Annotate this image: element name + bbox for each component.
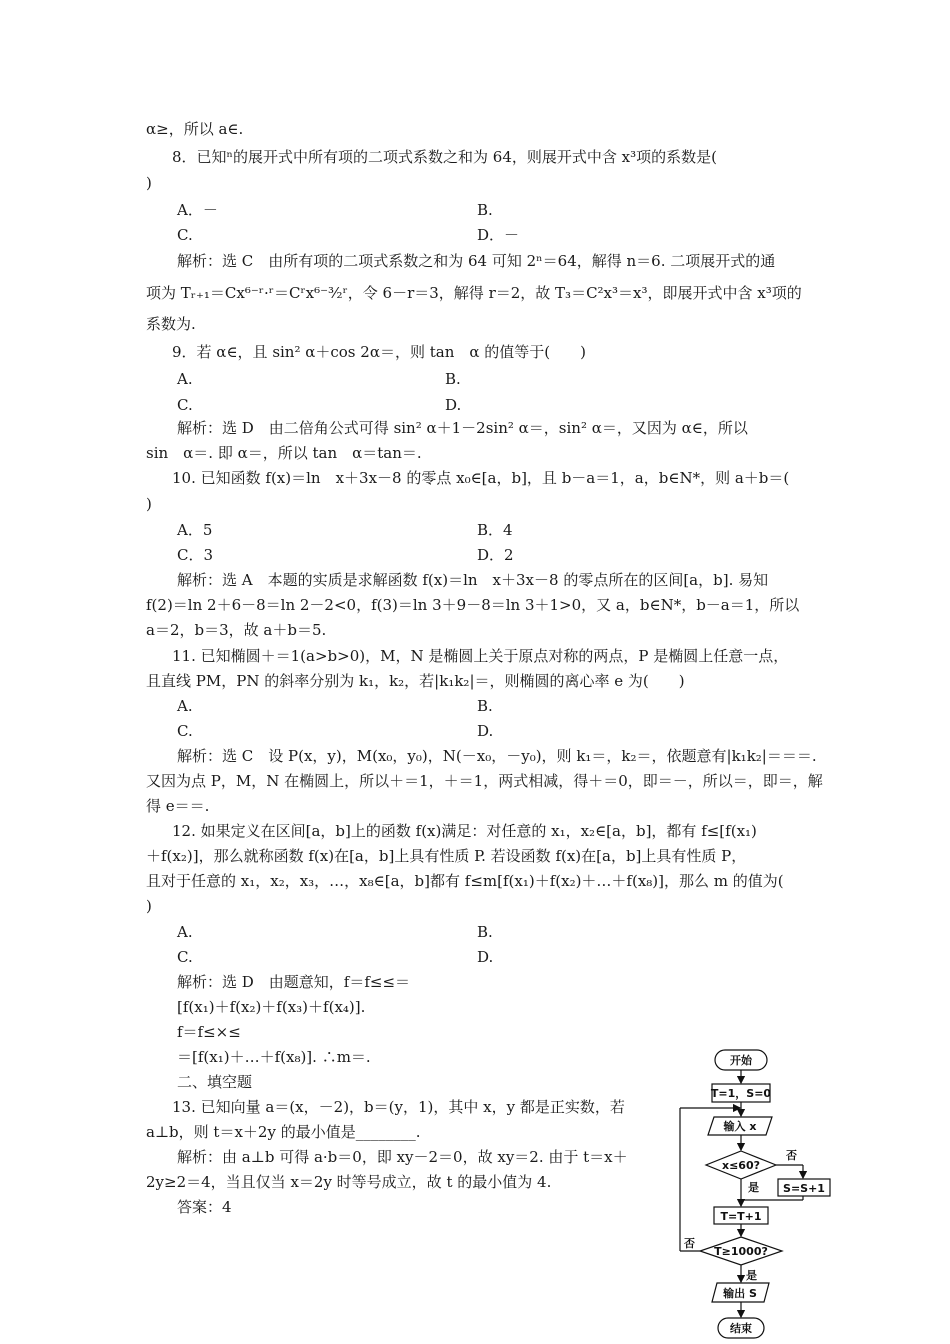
update-t-label: T=T+1 <box>720 1210 762 1223</box>
end-label: 结束 <box>730 1322 752 1335</box>
section-heading: 二、填空题 <box>177 1073 253 1091</box>
yes1-label: 是 <box>748 1181 759 1194</box>
solution-line: sin α＝. 即 α＝，所以 tan α＝tan＝. <box>146 444 422 462</box>
no2-label: 否 <box>684 1237 695 1250</box>
text-line: α≥，所以 a∈. <box>146 120 244 138</box>
input-label: 输入 x <box>723 1120 757 1133</box>
question-13: 13. 已知向量 a＝(x，－2)，b＝(y，1)，其中 x，y 都是正实数，若 <box>172 1098 625 1116</box>
option-d: D．－ <box>477 226 520 244</box>
solution-line: 解析：选 D 由二倍角公式可得 sin² α＋1－2sin² α＝，sin² α＝，又因为 α∈，所以 <box>177 419 748 437</box>
question-11: 11. 已知椭圆＋＝1(a>b>0)，M，N 是椭圆上关于原点对称的两点，P 是椭圆上任意一点， <box>172 647 789 665</box>
text-line: 且直线 PM，PN 的斜率分别为 k₁，k₂，若|k₁k₂|＝，则椭圆的离心率 e 为( ) <box>146 672 685 690</box>
flowchart <box>672 1046 847 1342</box>
option-c: C. <box>177 948 193 966</box>
solution-line: 2y≥2＝4，当且仅当 x＝2y 时等号成立，故 t 的最小值为 4. <box>146 1173 552 1191</box>
text-line: ) <box>146 495 152 513</box>
question-10: 10. 已知函数 f(x)＝ln x＋3x－8 的零点 x₀∈[a，b]，且 b－a＝1，a，b∈N*，则 a＋b＝( <box>172 469 790 487</box>
decision2-label: T≥1000? <box>714 1245 768 1258</box>
text-line: ) <box>146 174 152 192</box>
option-a: A. <box>177 370 193 388</box>
solution-line: ＝[f(x₁)＋…＋f(x₈)]. ∴m＝. <box>177 1048 371 1066</box>
solution-line: 系数为. <box>146 315 196 333</box>
option-a: A．5 <box>177 521 213 539</box>
option-a: A．－ <box>177 201 218 219</box>
option-d: D. <box>477 722 494 740</box>
solution-line: 解析：选 C 由所有项的二项式系数之和为 64 可知 2ⁿ＝64，解得 n＝6. 二项展开式的通 <box>177 252 776 270</box>
solution-line: a＝2，b＝3，故 a＋b＝5. <box>146 621 327 639</box>
yes2-label: 是 <box>746 1269 757 1282</box>
solution-line: 又因为点 P，M，N 在椭圆上，所以＋＝1，＋＝1，两式相减，得＋＝0，即＝－，所以＝，即＝，解 <box>146 772 823 790</box>
question-8: 8．已知ⁿ的展开式中所有项的二项式系数之和为 64，则展开式中含 x³项的系数是( <box>172 148 717 166</box>
decision1-label: x≤60? <box>721 1159 761 1172</box>
option-b: B．4 <box>477 521 513 539</box>
option-b: B. <box>477 923 493 941</box>
question-9: 9．若 α∈，且 sin² α＋cos 2α＝，则 tan α 的值等于( ) <box>172 343 586 361</box>
option-c: C. <box>177 226 193 244</box>
option-d: D．2 <box>477 546 514 564</box>
solution-line: f(2)＝ln 2＋6－8＝ln 2－2<0，f(3)＝ln 3＋9－8＝ln 3＋1>0，又 a，b∈N*，b－a＝1，所以 <box>146 596 800 614</box>
no1-label: 否 <box>786 1149 797 1162</box>
option-c: C. <box>177 396 193 414</box>
text-line: ＋f(x₂)]，那么就称函数 f(x)在[a，b]上具有性质 P. 若设函数 f(x)在[a，b]上具有性质 P， <box>146 847 747 865</box>
init-label: T=1，S=0 <box>710 1087 772 1100</box>
start-label: 开始 <box>730 1054 752 1067</box>
solution-line: 得 e＝＝. <box>146 797 210 815</box>
solution-line: 解析：由 a⊥b 可得 a·b＝0，即 xy－2＝0，故 xy＝2. 由于 t＝x＋ <box>177 1148 628 1166</box>
text-line: 且对于任意的 x₁，x₂，x₃，…，x₈∈[a，b]都有 f≤m[f(x₁)＋f(x₂)＋…＋f(x₈)]，那么 m 的值为( <box>146 872 784 890</box>
question-12: 12. 如果定义在区间[a，b]上的函数 f(x)满足：对任意的 x₁，x₂∈[a，b]，都有 f≤[f(x₁) <box>172 822 757 840</box>
solution-line: 解析：选 A 本题的实质是求解函数 f(x)＝ln x＋3x－8 的零点所在的区间[a，b]. 易知 <box>177 571 769 589</box>
option-a: A. <box>177 697 193 715</box>
solution-line: 解析：选 C 设 P(x，y)，M(x₀，y₀)，N(－x₀，－y₀)，则 k₁＝，k₂＝，依题意有|k₁k₂|＝＝＝. <box>177 747 817 765</box>
option-a: A. <box>177 923 193 941</box>
solution-line: f＝f≤×≤ <box>177 1023 241 1041</box>
option-d: D. <box>445 396 462 414</box>
solution-line: 解析：选 D 由题意知，f＝f≤≤＝ <box>177 973 411 991</box>
option-b: B. <box>477 697 493 715</box>
text-line: a⊥b，则 t＝x＋2y 的最小值是________. <box>146 1123 421 1141</box>
solution-line: 项为 Tᵣ₊₁＝Cx⁶⁻ʳ·ʳ＝Cʳx⁶⁻³⁄₂ʳ，令 6－r＝3，解得 r＝2，故 T₃＝C²x³＝x³，即展开式中含 x³项的 <box>146 284 802 302</box>
option-b: B. <box>477 201 493 219</box>
option-c: C. <box>177 722 193 740</box>
option-d: D. <box>477 948 494 966</box>
text-line: ) <box>146 897 152 915</box>
update-s-label: S=S+1 <box>783 1182 825 1195</box>
answer-line: 答案：4 <box>177 1198 232 1216</box>
solution-line: [f(x₁)＋f(x₂)＋f(x₃)＋f(x₄)]. <box>177 998 366 1016</box>
option-c: C．3 <box>177 546 214 564</box>
output-label: 输出 S <box>723 1287 757 1300</box>
option-b: B. <box>445 370 461 388</box>
